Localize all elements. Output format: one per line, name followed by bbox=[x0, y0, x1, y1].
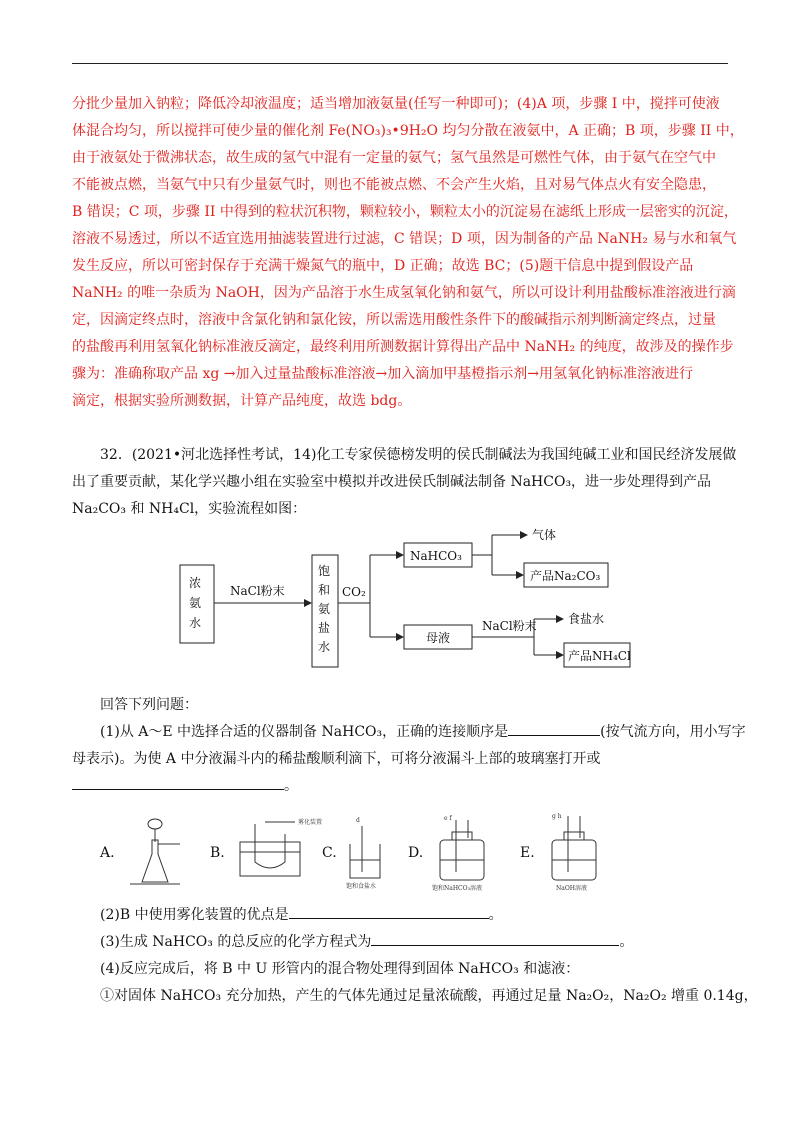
flow-box-ammonia-char: 浓 bbox=[189, 576, 202, 590]
apparatus-c-beaker bbox=[346, 817, 380, 890]
process-flow-diagram bbox=[170, 525, 630, 695]
apparatus-c-port: d bbox=[356, 817, 360, 824]
question-1-line bbox=[72, 719, 746, 746]
question-line: Na₂CO₃ 和 NH₄Cl，实验流程如图： bbox=[72, 501, 307, 517]
answer-line: 不能被点燃，当氨气中只有少量氨气时，则也不能被点燃、不会产生火焰，且对易气体点火有安全隐患， bbox=[72, 177, 716, 193]
question-1-text: (按气流方向，用小写字 bbox=[600, 724, 746, 740]
answer-line: 分批少量加入钠粒；降低冷却液温度；适当增加液氨量(任写一种即可)；(4)A 项，步骤 I 中，搅拌可使液 bbox=[72, 96, 720, 112]
flow-label-na2co3: 产品Na₂CO₃ bbox=[530, 569, 601, 583]
flow-box-brine-char: 氨 bbox=[318, 602, 331, 616]
flow-label-co2: CO₂ bbox=[342, 585, 366, 599]
apparatus-c-caption: 饱和食盐水 bbox=[346, 883, 377, 890]
flow-label-nh4cl: 产品NH₄Cl bbox=[568, 649, 631, 663]
questions-intro: 回答下列问题： bbox=[100, 697, 198, 713]
answer-explanation bbox=[72, 91, 744, 415]
apparatus-label-a: A. bbox=[100, 845, 115, 861]
apparatus-d-ports: e f bbox=[444, 815, 452, 822]
apparatus-label-c: C. bbox=[322, 845, 337, 861]
question-3-line bbox=[72, 929, 728, 956]
flow-label-gas: 气体 bbox=[532, 528, 557, 542]
answer-line: 的盐酸再利用氢氧化钠标准液反滴定，最终利用所测数据计算得出产品中 NaNH₂ 的纯度，故涉及的操作步 bbox=[72, 339, 734, 355]
apparatus-figure bbox=[100, 812, 700, 892]
flow-box-brine-char: 饱 bbox=[318, 564, 331, 578]
apparatus-e-ports: g h bbox=[552, 813, 562, 820]
answer-line: 由于液氨处于微沸状态，故生成的氢气中混有一定量的氨气；氢气虽然是可燃性气体，由于氨气在空气中 bbox=[72, 150, 716, 166]
question-line: 32．(2021•河北选择性考试，14)化工专家侯德榜发明的侯氏制碱法为我国纯碱工业和国民经济发展做 bbox=[100, 447, 737, 463]
flow-label-nacl-1: NaCl粉末 bbox=[230, 584, 285, 598]
flow-label-mother: 母液 bbox=[426, 631, 451, 645]
question-line: 出了重要贡献，某化学兴趣小组在实验室中模拟并改进侯氏制碱法制备 NaHCO₃，进一步处理得到产品 bbox=[72, 474, 712, 490]
flow-arrowhead bbox=[520, 531, 528, 539]
apparatus-a-flask bbox=[130, 819, 180, 884]
answer-blank[interactable] bbox=[371, 930, 619, 946]
answer-blank[interactable] bbox=[72, 774, 284, 790]
answer-line: 体混合均匀，所以搅拌可使少量的催化剂 Fe(NO₃)₃•9H₂O 均匀分散在液氨中，A 正确；B 项，步骤 II 中， bbox=[72, 123, 744, 139]
flow-label-brine: 食盐水 bbox=[568, 612, 605, 626]
question-4a-line: ①对固体 NaHCO₃ 充分加热，产生的气体先通过足量浓硫酸，再通过足量 Na₂O₂，Na₂O₂ 增重 0.14g， bbox=[100, 988, 758, 1004]
question-1-text: 。 bbox=[284, 778, 298, 794]
answer-blank[interactable] bbox=[289, 903, 489, 919]
flow-arrowhead bbox=[556, 651, 564, 659]
question-3-text: (3)生成 NaHCO₃ 的总反应的化学方程式为 bbox=[100, 934, 372, 950]
flow-box-ammonia-char: 水 bbox=[189, 616, 202, 630]
answer-line: NaNH₂ 的唯一杂质为 NaOH，因为产品溶于水生成氢氧化钠和氨气，所以可设计利用盐酸标准溶液进行滴 bbox=[72, 285, 736, 301]
apparatus-label-d: D. bbox=[408, 845, 424, 861]
flow-arrowhead bbox=[304, 599, 312, 607]
answer-line: 滴定，根据实验所测数据，计算产品纯度，故选 bdg。 bbox=[72, 393, 412, 409]
flow-arrowhead bbox=[396, 551, 404, 559]
answer-line: B 错误；C 项，步骤 II 中得到的粒状沉积物，颗粒较小，颗粒太小的沉淀易在滤纸上形成一层密实的沉淀， bbox=[72, 204, 738, 220]
question-3-text: 。 bbox=[619, 934, 634, 950]
apparatus-e-absorb-bottle bbox=[552, 813, 596, 892]
questions-block bbox=[72, 692, 746, 800]
apparatus-b-u-tube bbox=[240, 818, 322, 876]
apparatus-label-b: B. bbox=[210, 845, 225, 861]
apparatus-d-caption: 饱和NaHCO₃溶液 bbox=[432, 885, 482, 892]
flow-box-brine-char: 盐 bbox=[318, 621, 331, 635]
apparatus-b-caption: 雾化装置 bbox=[298, 819, 323, 826]
flow-box-brine-char: 和 bbox=[318, 583, 331, 597]
flow-arrowhead bbox=[516, 571, 524, 579]
question-2-text: 。 bbox=[488, 907, 503, 923]
apparatus-d-wash-bottle bbox=[432, 815, 484, 892]
answer-line: 发生反应，所以可密封保存于充满干燥氮气的瓶中，D 正确；故选 BC；(5)题干信息中提到假设产品 bbox=[72, 258, 694, 274]
answer-blank[interactable] bbox=[508, 720, 600, 736]
question-32-stem bbox=[72, 442, 737, 523]
apparatus-label-e: E. bbox=[520, 845, 535, 861]
header-rule bbox=[72, 63, 728, 64]
flow-box-brine-char: 水 bbox=[318, 640, 331, 654]
question-1-text: (1)从 A～E 中选择合适的仪器制备 NaHCO₃，正确的连接顺序是 bbox=[100, 724, 509, 740]
answer-line: 骤为：准确称取产品 xg →加入过量盐酸标准溶液→加入滴加甲基橙指示剂→用氢氧化钠标准溶液进行 bbox=[72, 366, 693, 382]
questions-block-2 bbox=[72, 902, 758, 1010]
answer-line: 溶液不易透过，所以不适宜选用抽滤装置进行过滤，C 错误；D 项，因为制备的产品 NaNH₂ 易与水和氧气 bbox=[72, 231, 737, 247]
flow-label-nahco3: NaHCO₃ bbox=[410, 549, 462, 563]
answer-line: 定，因滴定终点时，溶液中含氯化钠和氯化铵，所以需选用酸性条件下的酸碱指示剂判断滴定终点，过量 bbox=[72, 312, 716, 328]
question-1-line: 母表示)。为使 A 中分液漏斗内的稀盐酸顺利滴下，可将分液漏斗上部的玻璃塞打开或 bbox=[72, 751, 601, 767]
flow-label-nacl-2: NaCl粉末 bbox=[482, 619, 537, 633]
question-4-line: (4)反应完成后，将 B 中 U 形管内的混合物处理得到固体 NaHCO₃ 和滤液： bbox=[100, 961, 580, 977]
flow-box-ammonia-char: 氨 bbox=[189, 596, 202, 610]
question-1-line bbox=[72, 773, 728, 800]
question-2-line bbox=[72, 902, 728, 929]
flow-arrowhead bbox=[556, 615, 564, 623]
question-2-text: (2)B 中使用雾化装置的优点是 bbox=[100, 907, 289, 923]
flow-arrowhead bbox=[396, 633, 404, 641]
apparatus-e-caption: NaOH溶液 bbox=[556, 885, 587, 892]
